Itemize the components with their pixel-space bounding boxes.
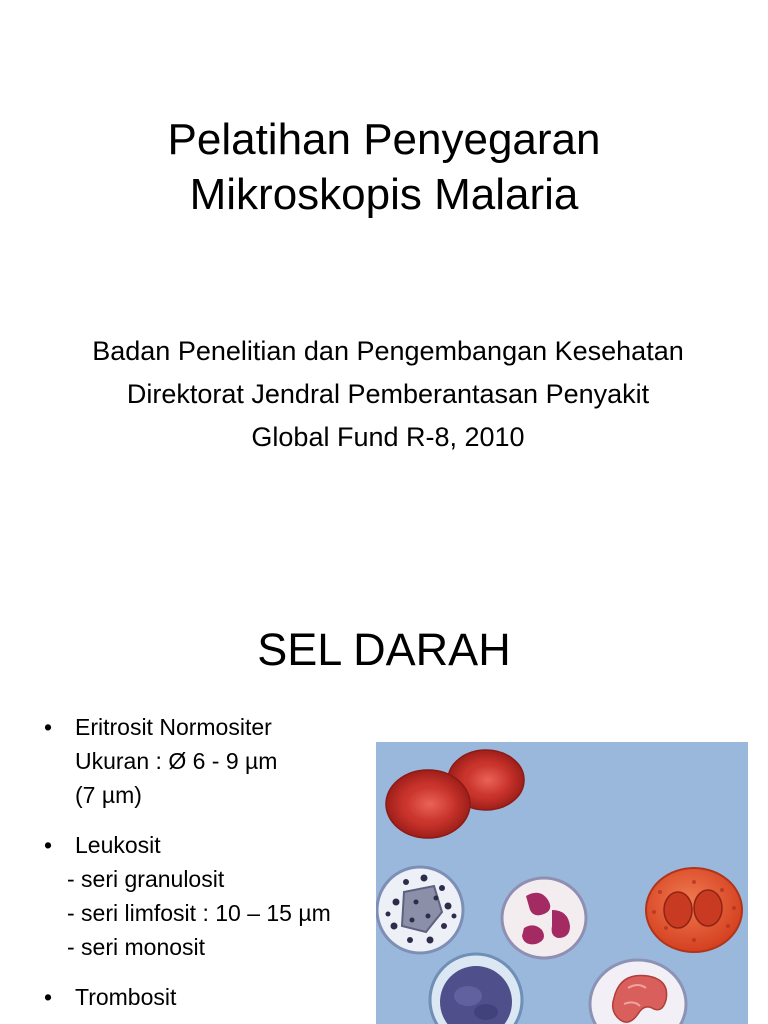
basophil-cell: [377, 867, 463, 953]
bullet-detail: - seri monosit: [67, 934, 206, 960]
erythrocyte-front: [386, 770, 470, 838]
bullet-detail: Ukuran : Ø 6 - 9 µm: [75, 748, 278, 774]
presentation-title: [0, 112, 768, 222]
bullet-list: [44, 710, 374, 1024]
bullet-label: Eritrosit Normositer: [75, 714, 272, 740]
bullet-icon: •: [44, 832, 53, 858]
bullet-item-trombosit: [44, 980, 374, 1014]
bullet-detail: (7 µm): [75, 782, 142, 808]
subtitle-line-2: Direktorat Jendral Pemberantasan Penyakit: [126, 379, 650, 409]
title-line-2: Mikroskopis Malaria: [189, 170, 579, 219]
bullet-icon: •: [44, 714, 53, 740]
blood-cells-illustration: [376, 742, 748, 1024]
bullet-detail: - seri granulosit: [67, 866, 225, 892]
subtitle-line-3: Global Fund R-8, 2010: [251, 422, 525, 452]
subtitle-line-1: Badan Penelitian dan Pengembangan Kesehatan: [92, 336, 684, 366]
presentation-subtitle: [0, 330, 768, 459]
bullet-item-eritrosit: [44, 710, 374, 812]
bullet-item-leukosit: [44, 828, 374, 964]
bullet-icon: •: [44, 984, 53, 1010]
title-line-1: Pelatihan Penyegaran: [167, 115, 601, 164]
bullet-label: Leukosit: [75, 832, 161, 858]
bullet-detail: - seri limfosit : 10 – 15 µm: [67, 900, 331, 926]
eosinophil-cell: [646, 868, 742, 952]
slide-title: SEL DARAH: [257, 624, 511, 675]
blood-cells-svg: [376, 742, 748, 1024]
bullet-label: Trombosit: [75, 984, 177, 1010]
monocyte-cell: [590, 960, 686, 1024]
neutrophil-cell: [502, 878, 586, 958]
lymphocyte-cell: [430, 954, 522, 1024]
